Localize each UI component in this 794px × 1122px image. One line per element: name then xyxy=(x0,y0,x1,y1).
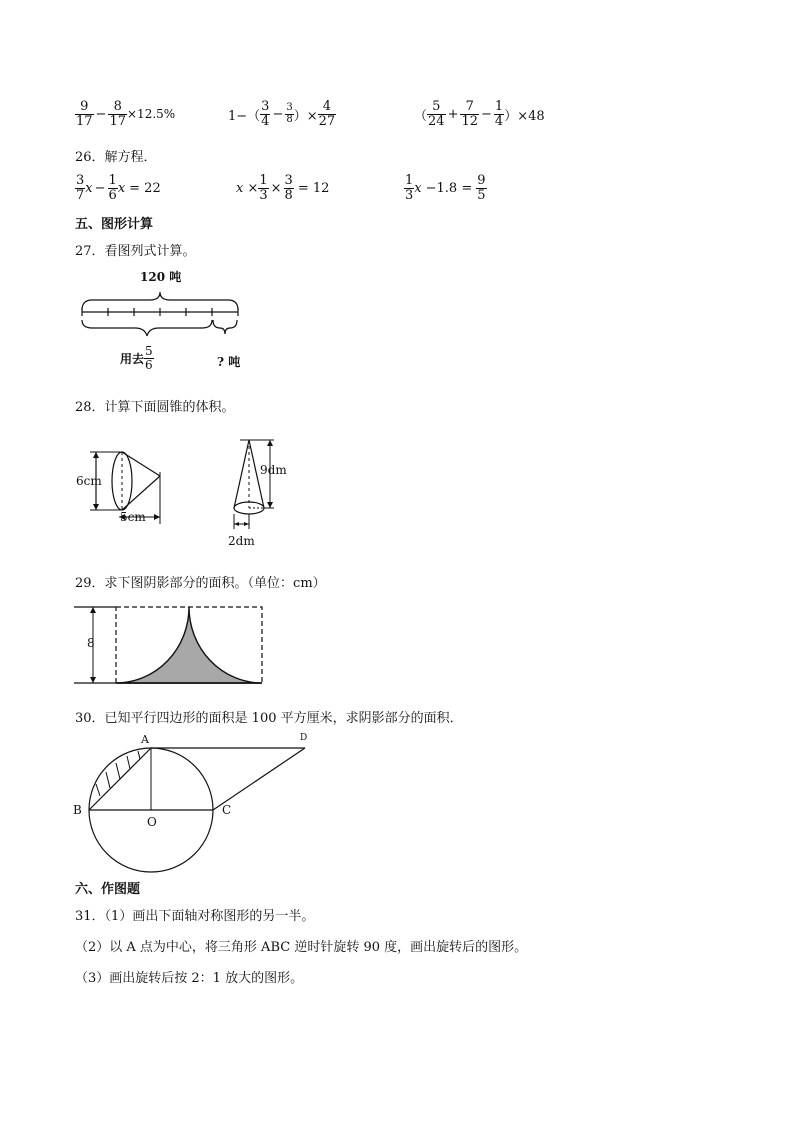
q30-label-o: O xyxy=(147,815,157,829)
equation-1: $\frac{3}{7}$ x − $\frac{1}{6}$ x = 22 xyxy=(76,173,161,203)
q29-title: 29．求下图阴影部分的面积。（单位：cm） xyxy=(75,576,326,591)
calc-expression-3: （ $\frac{5}{24}$ + $\frac{7}{12}$ − $\frac{1}{4}$ ）×48 xyxy=(414,99,545,129)
q30-title: 30．已知平行四边形的面积是 100 平方厘米，求阴影部分的面积． xyxy=(75,711,463,726)
q26-title: 26．解方程． xyxy=(75,150,157,165)
q27-total-label: 120 吨 xyxy=(140,270,182,284)
q28-cone2-height: 9dm xyxy=(260,463,287,477)
q28-title: 28．计算下面圆锥的体积。 xyxy=(75,400,235,415)
equation-2: x × $\frac{1}{3}$ × $\frac{3}{8}$ = 12 xyxy=(236,173,330,203)
q28-cone2-diameter: 2dm xyxy=(228,534,255,548)
q30-circle-parallelogram xyxy=(70,728,320,878)
q27-used-label: 用去 $\frac{5}{6}$ xyxy=(120,344,153,372)
calc-expression-1: $\frac{9}{17}$ − $\frac{8}{17}$ ×12.5% xyxy=(76,99,176,129)
q29-shaded-figure xyxy=(70,602,270,687)
used-brace xyxy=(82,320,212,336)
q29-side-label: 8 xyxy=(87,636,95,650)
q31-part2: （2）以 A 点为中心，将三角形 ABC 逆时针旋转 90 度，画出旋转后的图形。 xyxy=(75,940,528,955)
q27-segment-diagram xyxy=(70,280,260,350)
q28-cone-vertical xyxy=(222,434,292,534)
calc-expression-2: 1−（ $\frac{3}{4}$ − $\frac{3}{8}$ ）× $\frac{4}{27}$ xyxy=(228,99,336,129)
q27-title: 27．看图列式计算。 xyxy=(75,244,196,259)
q27-unknown-label: ? 吨 xyxy=(217,355,241,369)
q30-label-d: D xyxy=(300,733,308,743)
shaded-region xyxy=(116,607,262,683)
section-six-heading: 六、作图题 xyxy=(75,882,141,897)
q31-part3: （3）画出旋转后按 2：1 放大的图形。 xyxy=(75,971,304,986)
remain-brace xyxy=(213,320,237,334)
q31-part1: 31．（1）画出下面轴对称图形的另一半。 xyxy=(75,909,315,924)
q28-cone1-length: 5cm xyxy=(120,510,146,524)
q30-label-b: B xyxy=(73,803,82,817)
equation-3: $\frac{1}{3}$ x −1.8 = $\frac{9}{5}$ xyxy=(405,173,486,203)
q30-label-a: A xyxy=(141,733,149,746)
section-five-heading: 五、图形计算 xyxy=(75,217,154,232)
q28-cone1-height: 6cm xyxy=(76,474,102,488)
top-brace xyxy=(82,292,238,310)
q30-label-c: C xyxy=(222,803,232,817)
